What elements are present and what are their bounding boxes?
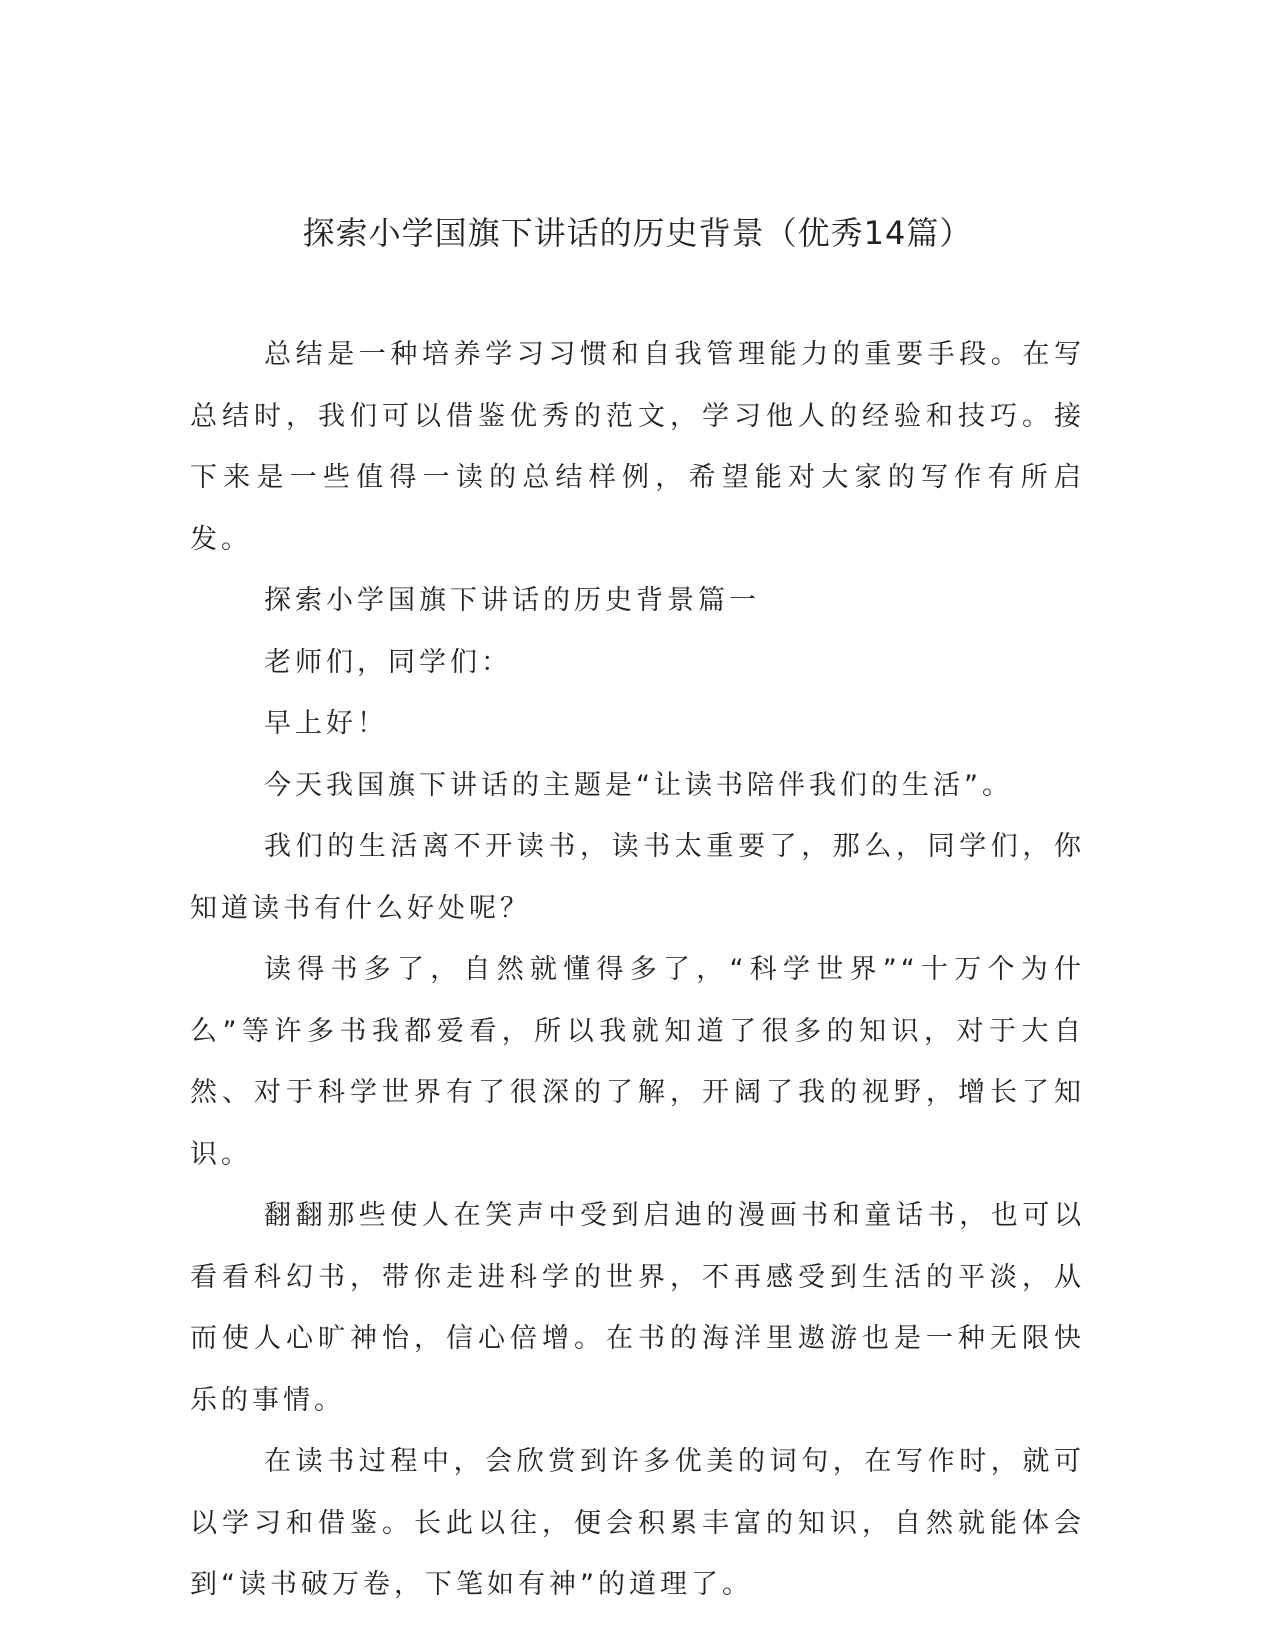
- paragraph-writing: 在读书过程中，会欣赏到许多优美的词句，在写作时，就可以学习和借鉴。长此以往，便会积累丰富的知识，自然就能体会到“读书破万卷，下笔如有神”的道理了。: [190, 1446, 1085, 1600]
- document-body: [190, 324, 1085, 1616]
- paragraph-intro: 总结是一种培养学习习惯和自我管理能力的重要手段。在写总结时，我们可以借鉴优秀的范文，学习他人的经验和技巧。接下来是一些值得一读的总结样例，希望能对大家的写作有所启发。: [190, 339, 1085, 555]
- paragraph-knowledge: 读得书多了，自然就懂得多了，“科学世界”“十万个为什么”等许多书我都爱看，所以我就知道了很多的知识，对于大自然、对于科学世界有了很深的了解，开阔了我的视野，增长了知识。: [190, 954, 1085, 1170]
- salutation: 老师们，同学们：: [264, 646, 512, 678]
- paragraph-topic: 今天我国旗下讲话的主题是“让读书陪伴我们的生活”。: [264, 769, 1013, 801]
- paragraph-question: 我们的生活离不开读书，读书太重要了，那么，同学们，你知道读书有什么好处呢？: [190, 831, 1085, 924]
- section-heading: 探索小学国旗下讲话的历史背景篇一: [264, 585, 760, 616]
- paragraph-joy: 翻翻那些使人在笑声中受到启迪的漫画书和童话书，也可以看看科幻书，带你走进科学的世界，不再感受到生活的平淡，从而使人心旷神怡，信心倍增。在书的海洋里遨游也是一种无限快乐的事情。: [190, 1200, 1085, 1416]
- greeting: 早上好！: [264, 708, 388, 739]
- document-title: 探索小学国旗下讲话的历史背景（优秀14篇）: [302, 214, 973, 252]
